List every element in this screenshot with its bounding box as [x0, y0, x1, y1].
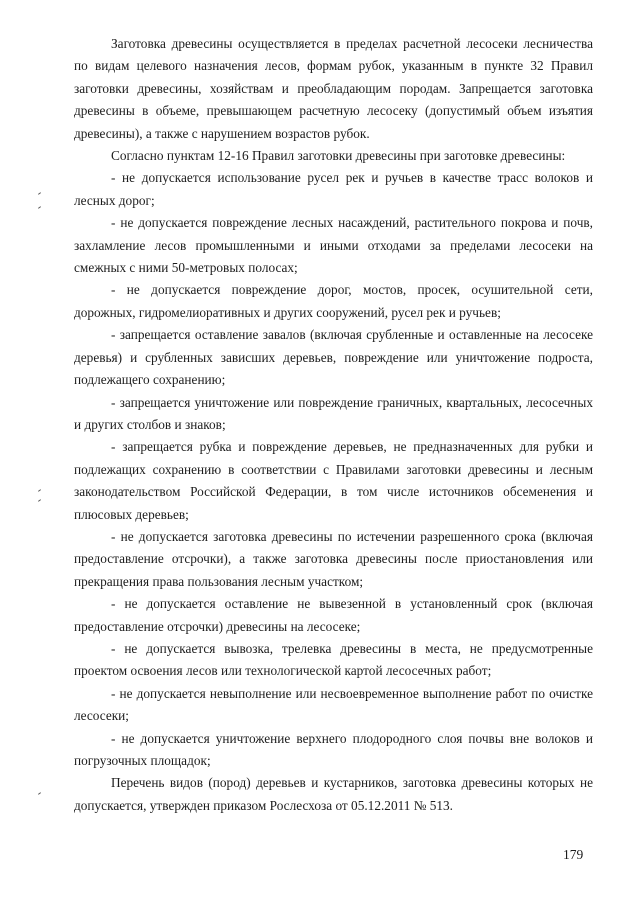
list-item-riverbeds: - не допускается использование русел рек и ручьев в качестве трасс волоков и лесных дорог; [74, 170, 593, 208]
scan-speck [38, 499, 41, 502]
paragraph-species-list: Перечень видов (пород) деревьев и кустарников, заготовка древесины которых не допускается, утвержден приказом Рослесхоза от 05.12.2011 № 513. [74, 775, 593, 813]
list-item-protected-trees: - запрещается рубка и повреждение деревьев, не предназначенных для рубки и подлежащих сохранению в соответствии с Правилами заготовки древесины и лесным законодательством Российской Федерации, в том числе источников обсеменения и плюсовых деревьев; [74, 439, 593, 522]
scan-speck [38, 192, 41, 195]
paragraph-intro: Заготовка древесины осуществляется в пределах расчетной лесосеки лесничества по видам целевого назначения лесов, формам рубок, указанным в пункте 32 Правил заготовки древесины, хозяйствам и преобладающим породам. Запрещается заготовка древесины в объеме, превышающем расчетную лесосеку (допустимый объем изъятия древесины), а также с нарушением возрастов рубок. [74, 36, 593, 141]
list-item-windfall: - запрещается оставление завалов (включая срубленные и оставленные на лесосеке деревья) и срубленных зависших деревьев, повреждение или уничтожение подроста, подлежащего сохранению; [74, 327, 593, 388]
list-item-vegetation-damage: - не допускается повреждение лесных насаждений, растительного покрова и почв, захламление лесов промышленными и иными отходами за пределами лесосеки на смежных с ними 50-метровых полосах; [74, 215, 593, 276]
list-item-skidding: - не допускается вывозка, трелевка древесины в места, не предусмотренные проектом освоения лесов или технологической картой лесосечных работ; [74, 640, 593, 679]
list-item-topsoil: - не допускается уничтожение верхнего плодородного слоя почвы вне волоков и погрузочных площадок; [74, 730, 593, 768]
scan-speck [38, 792, 41, 795]
page-number: 179 [563, 847, 584, 862]
list-item-boundary-posts: - запрещается уничтожение или повреждение граничных, квартальных, лесосечных и других столбов и знаков; [74, 394, 593, 432]
scan-speck [38, 206, 41, 209]
document-body [74, 33, 593, 817]
list-item-expired-term: - не допускается заготовка древесины по истечении разрешенного срока (включая предоставление отсрочки), а также заготовка древесины после приостановления или прекращения права пользования лесным участком; [74, 528, 593, 589]
list-item-roads-damage: - не допускается повреждение дорог, мостов, просек, осушительной сети, дорожных, гидромелиоративных и других сооружений, русел рек и ручьев; [74, 282, 593, 320]
paragraph-rules-lead: Согласно пунктам 12-16 Правил заготовки древесины при заготовке древесины: [111, 148, 566, 164]
scan-speck [38, 489, 41, 492]
list-item-cleanup: - не допускается невыполнение или несвоевременное выполнение работ по очистке лесосеки; [74, 685, 593, 724]
list-item-unremoved-wood: - не допускается оставление не вывезенной в установленный срок (включая предоставление отсрочки) древесины на лесосеке; [74, 596, 593, 634]
